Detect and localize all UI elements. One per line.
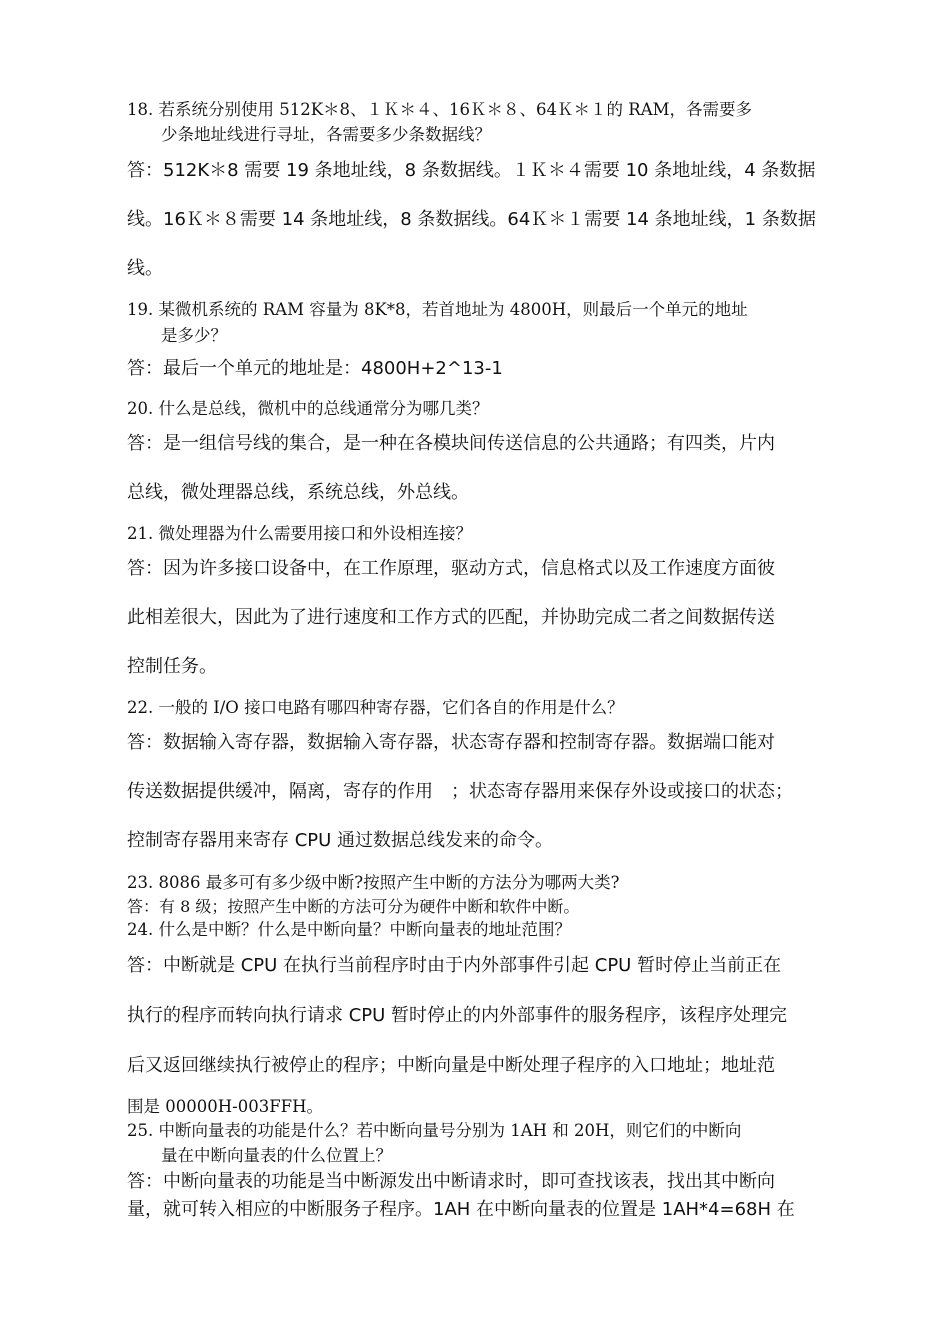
question-20-line-1: 20. 什么是总线，微机中的总线通常分为哪几类？ xyxy=(127,399,489,418)
question-22-line-1: 22. 一般的 I/O 接口电路有哪四种寄存器，它们各自的作用是什么？ xyxy=(127,698,624,717)
answer-18-line-3: 线。 xyxy=(127,258,163,279)
answer-19-line-1: 答：最后一个单元的地址是：4800H+2^13-1 xyxy=(127,358,503,379)
question-23-line-1: 23. 8086 最多可有多少级中断?按照产生中断的方法分为哪两大类? xyxy=(127,873,620,892)
answer-24-line-3: 后又返回继续执行被停止的程序；中断向量是中断处理子程序的入口地址；地址范 xyxy=(127,1055,775,1076)
answer-21-line-3: 控制任务。 xyxy=(127,656,217,677)
question-25-line-1: 25. 中断向量表的功能是什么？若中断向量号分别为 1AH 和 20H，则它们的中断向 xyxy=(127,1121,742,1140)
answer-23-line-1: 答：有 8 级；按照产生中断的方法可分为硬件中断和软件中断。 xyxy=(127,897,580,916)
answer-18-line-2: 线。16Ｋ＊８需要 14 条地址线，8 条数据线。64Ｋ＊１需要 14 条地址线，1 条数据 xyxy=(127,209,816,230)
answer-20-line-1: 答：是一组信号线的集合，是一种在各模块间传送信息的公共通路；有四类，片内 xyxy=(127,433,775,454)
answer-18-line-1: 答：512K＊8 需要 19 条地址线，8 条数据线。１Ｋ＊４需要 10 条地址线，4 条数据 xyxy=(127,160,816,181)
question-19-line-1: 19. 某微机系统的 RAM 容量为 8K*8，若首地址为 4800H，则最后一个单元的地址 xyxy=(127,300,748,319)
question-24-line-1: 24. 什么是中断？什么是中断向量？中断向量表的地址范围？ xyxy=(127,920,571,939)
answer-25-line-1: 答：中断向量表的功能是当中断源发出中断请求时，即可查找该表，找出其中断向 xyxy=(127,1171,775,1192)
answer-22-line-2: 传送数据提供缓冲，隔离，寄存的作用 ；状态寄存器用来保存外设或接口的状态； xyxy=(127,781,793,802)
question-21-line-1: 21. 微处理器为什么需要用接口和外设相连接？ xyxy=(127,524,472,543)
answer-22-line-1: 答：数据输入寄存器，数据输入寄存器，状态寄存器和控制寄存器。数据端口能对 xyxy=(127,732,775,753)
answer-20-line-2: 总线，微处理器总线，系统总线，外总线。 xyxy=(127,482,469,503)
answer-24-line-2: 执行的程序而转向执行请求 CPU 暂时停止的内外部事件的服务程序，该程序处理完 xyxy=(127,1005,788,1026)
answer-24-line-1: 答：中断就是 CPU 在执行当前程序时由于内外部事件引起 CPU 暂时停止当前正在 xyxy=(127,955,782,976)
question-18-line-2: 少条地址线进行寻址，各需要多少条数据线？ xyxy=(161,125,491,144)
answer-22-line-3: 控制寄存器用来寄存 CPU 通过数据总线发来的命令。 xyxy=(127,830,554,851)
answer-24-line-4: 围是 00000H-003FFH。 xyxy=(127,1097,323,1116)
question-19-line-2: 是多少？ xyxy=(161,326,227,345)
question-18-line-1: 18. 若系统分别使用 512K＊8、１Ｋ＊４、16Ｋ＊８、64Ｋ＊１的 RAM，各需要多 xyxy=(127,100,753,119)
answer-21-line-2: 此相差很大，因此为了进行速度和工作方式的匹配，并协助完成二者之间数据传送 xyxy=(127,607,775,628)
question-25-line-2: 量在中断向量表的什么位置上？ xyxy=(161,1146,392,1165)
answer-21-line-1: 答：因为许多接口设备中，在工作原理，驱动方式，信息格式以及工作速度方面彼 xyxy=(127,558,775,579)
answer-25-line-2: 量，就可转入相应的中断服务子程序。1AH 在中断向量表的位置是 1AH*4=68H 在 xyxy=(127,1199,795,1220)
